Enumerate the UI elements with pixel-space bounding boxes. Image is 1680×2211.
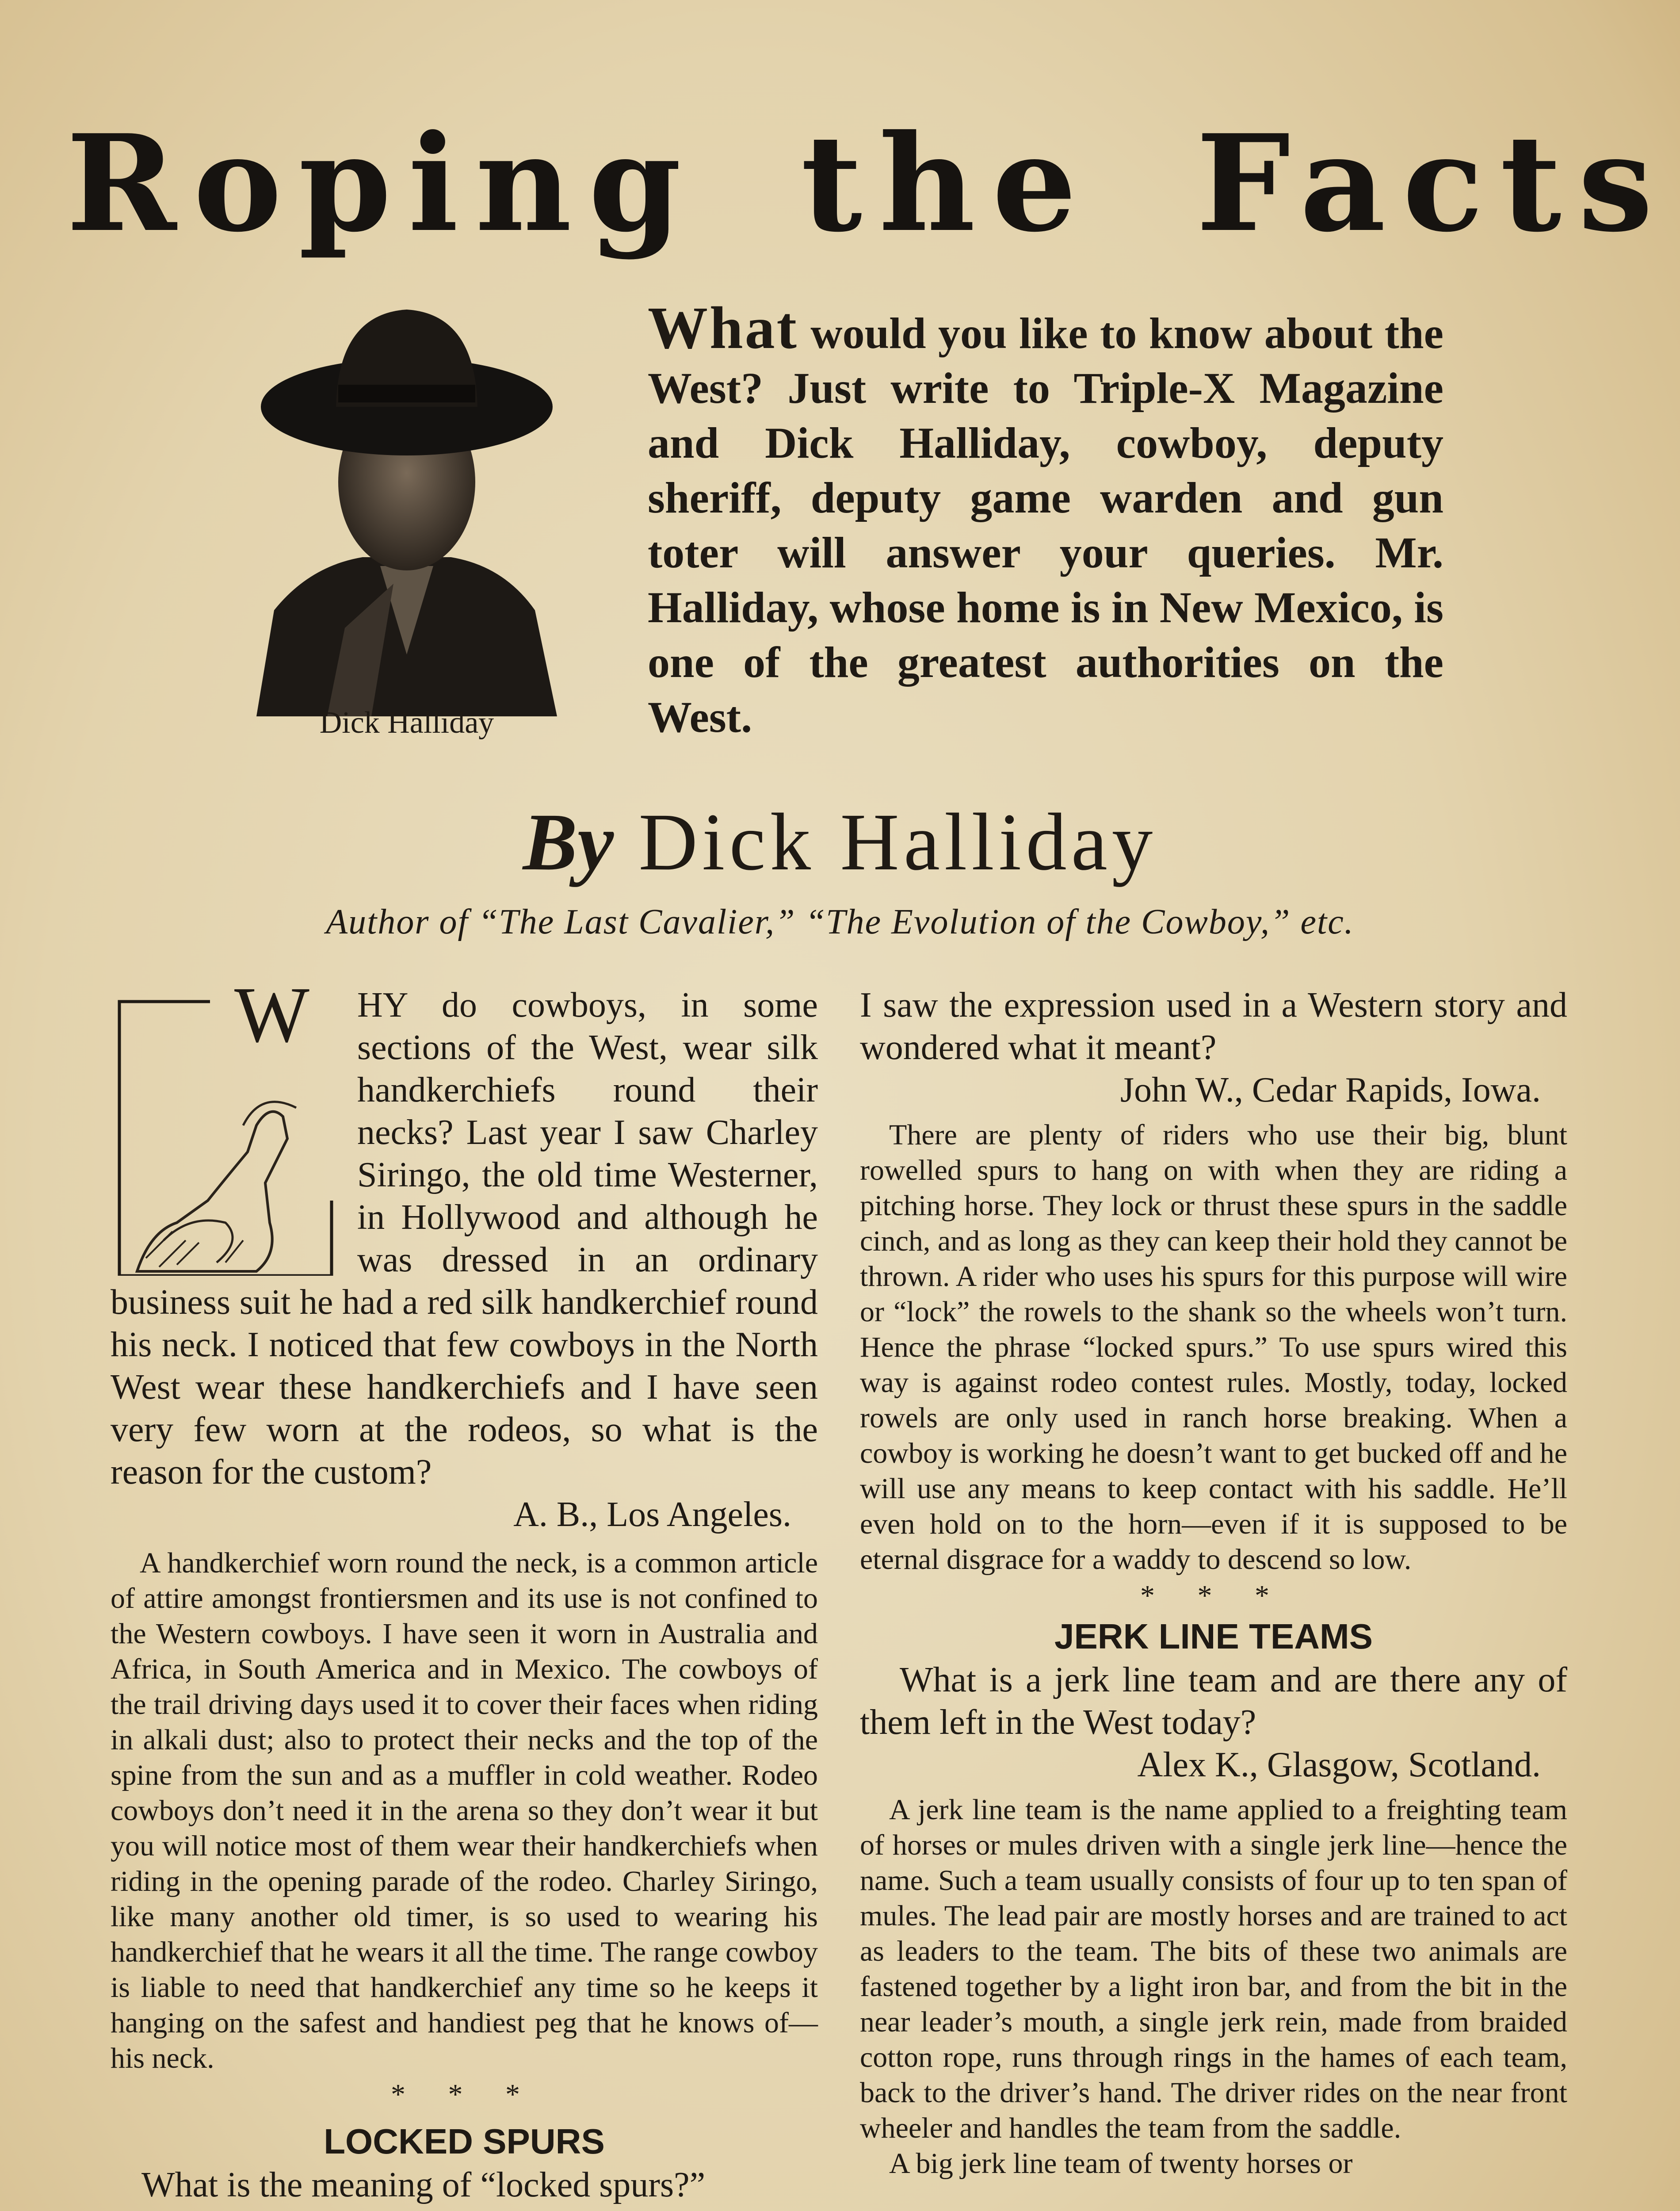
intro-first-word: What <box>648 295 798 361</box>
jerk-line-heading: JERK LINE TEAMS <box>1054 1617 1373 1656</box>
intro-text: would you like to know about the West? Just write to Triple-X Magazine and Dick Halliday, cowboy, deputy sheriff, deputy game warden and gun toter will answer your queries. Mr. Halliday, whose home is in New Mexico, is one of the greatest authorities on the West. <box>648 309 1443 742</box>
handkerchief-question: HY do cowboys, in some sections of the West, wear silk handkerchiefs round their necks? Last year I saw Charley Siringo, the old time Westerner, in Hollywood and although he was dressed in an ordinary business suit he had a red silk handkerchief round his neck. I noticed that few cowboys in the North West wear these handkerchiefs and I have seen very few worn at the rodeos, so what is the reason for the custom? <box>111 986 818 1492</box>
drop-cap-letter: W <box>234 971 309 1059</box>
jerk-line-signature: Alex K., Glasgow, Scotland. <box>1137 1745 1541 1784</box>
jerk-line-answer: A jerk line team is the name applied to a freighting team of horses or mules driven with a single jerk line—hence the name. Such a team usually consists of four up to ten span of mules. The lead pair are mostly horses and are trained to act as leaders to the team. The bits of these two animals are fastened together by a light iron bar, and from the bit in the near leader’s mouth, a single jerk rein, made from braided cotton rope, runs through rings in the hames of each team, back to the driver’s hand. The driver rides on the near front wheeler and handles the team from the saddle. <box>860 1794 1567 2144</box>
byline <box>0 796 1680 889</box>
locked-spurs-answer: There are plenty of riders who use their big, blunt rowelled spurs to hang on with when they are riding a pitching horse. They lock or thrust these spurs in the saddle cinch, and as long as they can keep their hold they cannot be thrown. A rider who uses his spurs for this purpose will wire or “lock” the rowels to the shank so the wheels won’t turn. Hence the phrase “locked spurs.” To use spurs wired this way is against rodeo contest rules. Mostly, today, locked rowels are only used in ranch horse breaking. When a cowboy is working he doesn’t want to get bucked off and he will use any means to keep contact with his saddle. He’ll even hold on to the horn—even if it is supposed to be eternal disgrace for a waddy to descend so low. <box>860 1119 1567 1576</box>
byline-by: By <box>523 797 614 887</box>
byline-name: Dick Halliday <box>638 797 1157 887</box>
section-separator: * * * <box>1140 1580 1287 1612</box>
intro-paragraph <box>648 295 1443 745</box>
author-credits: Author of “The Last Cavalier,” “The Evolution of the Cowboy,” etc. <box>326 903 1354 941</box>
drop-cap-illustration <box>111 971 345 1276</box>
locked-spurs-heading: LOCKED SPURS <box>324 2122 605 2161</box>
portrait-photo <box>248 274 566 716</box>
left-column <box>111 971 818 2206</box>
locked-spurs-question-start: What is the meaning of “locked spurs?” <box>141 2165 706 2204</box>
locked-spurs-signature: John W., Cedar Rapids, Iowa. <box>1120 1071 1541 1109</box>
portrait-caption: Dick Halliday <box>319 706 494 740</box>
right-column <box>860 984 1567 2181</box>
handkerchief-answer: A handkerchief worn round the neck, is a common article of attire amongst frontiersmen and its use is not confined to the Western cowboys. I have seen it worn in Australia and Africa, in South America and in Mexico. The cowboys of the trail driving days used it to cover their faces when riding in alkali dust; also to protect their necks and the top of the spine from the sun and as a muffler in cold weather. Rodeo cowboys don’t need it in the arena so they don’t wear it but you will notice most of them wear their handkerchiefs when riding in the opening parade of the rodeo. Charley Siringo, like many another old timer, is so used to wearing his handkerchief that he wears it all the time. The range cowboy is liable to need that handkerchief any time so he keeps it hanging on the safest and handiest peg that he knows of—his neck. <box>111 1547 818 2074</box>
handkerchief-signature: A. B., Los Angeles. <box>513 1495 791 1534</box>
cowboy-sketch-icon <box>111 993 345 1276</box>
jerk-line-question: What is a jerk line team and are there any of them left in the West today? <box>860 1660 1567 1742</box>
section-separator: * * * <box>391 2078 538 2111</box>
article-title: Roping the Facts <box>66 105 1670 261</box>
jerk-line-answer-continued: A big jerk line team of twenty horses or <box>889 2147 1353 2180</box>
locked-spurs-question-end: I saw the expression used in a Western story and wondered what it meant? <box>860 986 1567 1067</box>
